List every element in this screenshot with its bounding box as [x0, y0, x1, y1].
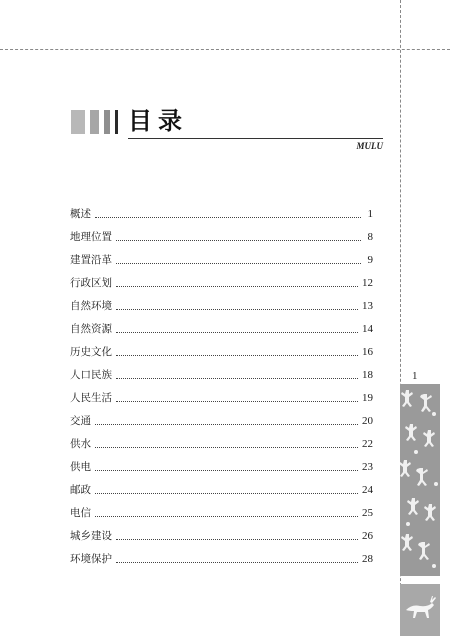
toc-entry-label: 行政区划: [70, 277, 112, 289]
toc-entry-label: 自然环境: [70, 300, 112, 312]
table-of-contents: [70, 203, 373, 571]
toc-entry[interactable]: [70, 525, 373, 548]
toc-leader-dots: [95, 446, 358, 448]
toc-leader-dots: [95, 469, 358, 471]
top-dashed-guide: [0, 49, 450, 50]
toc-entry-page: 23: [362, 461, 373, 473]
page-number: 1: [412, 370, 418, 382]
toc-entry-label: 人民生活: [70, 392, 112, 404]
toc-entry-label: 建置沿革: [70, 254, 112, 266]
toc-entry-label: 概述: [70, 208, 91, 220]
toc-entry[interactable]: [70, 295, 373, 318]
toc-entry-label: 人口民族: [70, 369, 112, 381]
title-rule: [128, 138, 383, 139]
toc-entry-page: 9: [367, 254, 373, 266]
toc-entry-page: 12: [362, 277, 373, 289]
toc-entry[interactable]: [70, 226, 373, 249]
toc-leader-dots: [116, 239, 361, 241]
toc-leader-dots: [95, 216, 361, 218]
page-subtitle: MULU: [356, 141, 383, 151]
toc-entry-label: 环境保护: [70, 553, 112, 565]
toc-entry-label: 自然资源: [70, 323, 112, 335]
toc-entry-label: 地理位置: [70, 231, 112, 243]
toc-entry-label: 供水: [70, 438, 91, 450]
toc-entry[interactable]: [70, 548, 373, 571]
toc-entry[interactable]: [70, 341, 373, 364]
toc-leader-dots: [95, 492, 358, 494]
toc-entry-label: 历史文化: [70, 346, 112, 358]
toc-entry[interactable]: [70, 479, 373, 502]
toc-entry[interactable]: [70, 410, 373, 433]
toc-leader-dots: [116, 538, 358, 540]
toc-entry-label: 邮政: [70, 484, 91, 496]
toc-leader-dots: [116, 308, 358, 310]
toc-leader-dots: [116, 354, 358, 356]
toc-leader-dots: [95, 515, 358, 517]
title-bar-decoration: [71, 110, 85, 134]
toc-entry[interactable]: [70, 456, 373, 479]
title-bar-decoration: [104, 110, 110, 134]
toc-entry-label: 电信: [70, 507, 91, 519]
deer-figure-icon: [400, 584, 440, 636]
toc-entry-page: 8: [367, 231, 373, 243]
toc-entry-page: 1: [367, 208, 373, 220]
toc-leader-dots: [116, 285, 358, 287]
toc-leader-dots: [116, 377, 358, 379]
toc-leader-dots: [95, 423, 358, 425]
toc-entry-page: 26: [362, 530, 373, 542]
toc-leader-dots: [116, 262, 361, 264]
toc-entry-page: 13: [362, 300, 373, 312]
toc-entry-page: 16: [362, 346, 373, 358]
toc-leader-dots: [116, 331, 358, 333]
toc-entry[interactable]: [70, 203, 373, 226]
toc-entry-page: 24: [362, 484, 373, 496]
toc-entry-page: 14: [362, 323, 373, 335]
toc-entry[interactable]: [70, 249, 373, 272]
toc-leader-dots: [116, 561, 358, 563]
toc-entry-page: 28: [362, 553, 373, 565]
toc-entry-page: 20: [362, 415, 373, 427]
title-bar-decoration: [115, 110, 118, 134]
toc-entry[interactable]: [70, 318, 373, 341]
toc-entry-page: 22: [362, 438, 373, 450]
toc-entry[interactable]: [70, 387, 373, 410]
toc-entry[interactable]: [70, 502, 373, 525]
toc-entry-label: 供电: [70, 461, 91, 473]
toc-entry-label: 交通: [70, 415, 91, 427]
toc-entry-page: 25: [362, 507, 373, 519]
title-bar-decoration: [90, 110, 99, 134]
toc-entry-page: 19: [362, 392, 373, 404]
toc-entry[interactable]: [70, 272, 373, 295]
rock-art-figures-icon: [400, 384, 440, 576]
toc-leader-dots: [116, 400, 358, 402]
toc-entry-page: 18: [362, 369, 373, 381]
toc-entry[interactable]: [70, 433, 373, 456]
title-block: [71, 102, 383, 162]
toc-entry[interactable]: [70, 364, 373, 387]
toc-entry-label: 城乡建设: [70, 530, 112, 542]
page-title: 目录: [128, 107, 188, 135]
